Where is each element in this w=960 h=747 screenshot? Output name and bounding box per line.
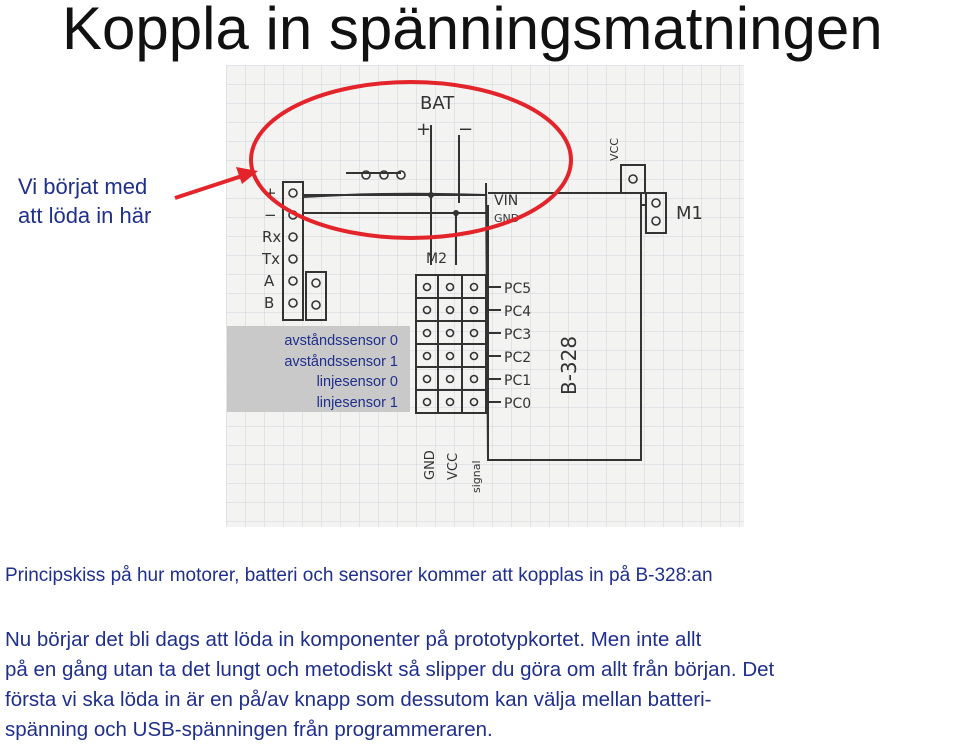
bottom-pin-label: GND bbox=[423, 450, 438, 480]
highlight-ellipse bbox=[251, 82, 571, 238]
board-label: B-328 bbox=[557, 335, 581, 395]
sensor-legend bbox=[227, 326, 410, 412]
pc-pin-label: PC3 bbox=[504, 327, 532, 343]
pc-pin-label: PC4 bbox=[504, 304, 532, 320]
battery-plus-label: + bbox=[416, 119, 432, 140]
sensor-legend-item: linjesensor 0 bbox=[316, 374, 398, 390]
left-pin-label: B bbox=[264, 294, 275, 312]
m2-label: M2 bbox=[426, 251, 447, 267]
bat-label: BAT bbox=[420, 93, 455, 114]
left-pin-label: + bbox=[264, 184, 277, 202]
sensor-legend-item: linjesensor 1 bbox=[316, 394, 398, 411]
paragraph-line: spänning och USB-spänningen från programmeraren. bbox=[5, 718, 493, 741]
left-pin-label: Rx bbox=[262, 228, 282, 246]
side-note-line-1: Vi börjat med bbox=[18, 174, 148, 199]
vin-label: VIN bbox=[494, 193, 519, 209]
pc-pin-label: PC5 bbox=[504, 281, 532, 297]
sensor-legend-item: avståndssensor 0 bbox=[284, 333, 398, 349]
pc-pin-label: PC1 bbox=[504, 373, 532, 389]
paragraph-line: på en gång utan ta det lungt och metodiskt så slipper du göra om allt från början. Det bbox=[5, 658, 775, 681]
paragraph-line: Nu börjar det bli dags att löda in komponenter på prototypkortet. Men inte allt bbox=[5, 628, 702, 651]
pc-pin-label: PC0 bbox=[504, 396, 532, 412]
sensor-legend-item: avståndssensor 1 bbox=[284, 353, 398, 370]
m1-label: M1 bbox=[676, 203, 703, 224]
gnd-right-label: GND bbox=[494, 212, 520, 225]
left-pin-label: Tx bbox=[262, 250, 281, 268]
pc-pin-label: PC2 bbox=[504, 350, 532, 366]
page-title: Koppla in spänningsmatningen bbox=[62, 0, 883, 62]
body-paragraph bbox=[5, 625, 960, 745]
battery-minus-label: − bbox=[458, 119, 474, 140]
left-pin-label: A bbox=[264, 272, 275, 290]
arrow-line bbox=[175, 175, 245, 198]
side-note-line-2: att löda in här bbox=[18, 203, 152, 228]
bottom-pin-label: VCC bbox=[446, 452, 461, 480]
figure-caption: Principskiss på hur motorer, batteri och sensorer kommer att kopplas in på B-328:an bbox=[5, 565, 713, 586]
paragraph-line: första vi ska löda in är en på/av knapp som dessutom kan välja mellan batteri- bbox=[5, 688, 712, 711]
vcc-top-label: VCC bbox=[608, 138, 621, 161]
left-pin-label: − bbox=[264, 206, 277, 224]
bottom-pin-label: signal bbox=[470, 460, 483, 493]
